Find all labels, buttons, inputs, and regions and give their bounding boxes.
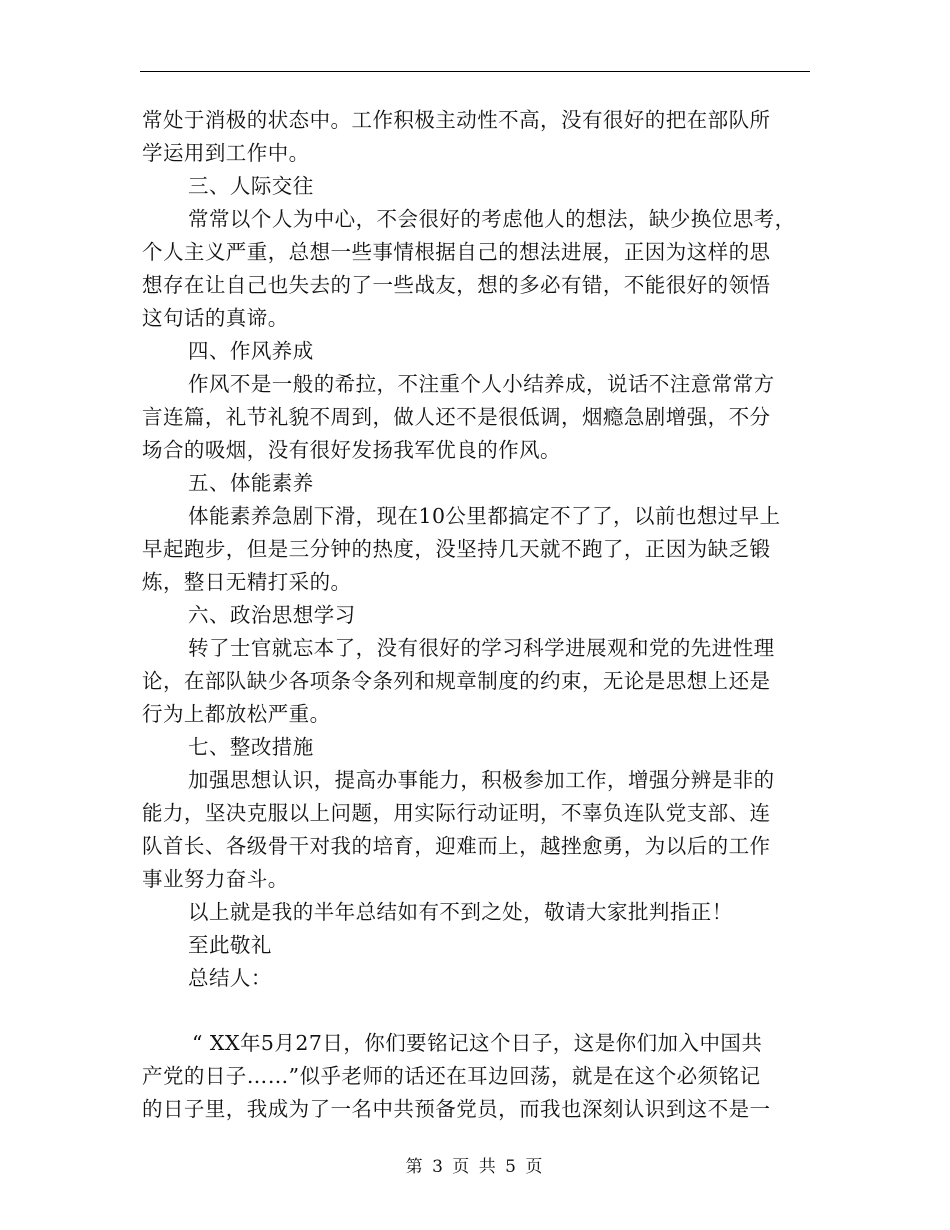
text-line: 论，在部队缺少各项条令条列和规章制度的约束，无论是思想上还是	[142, 669, 771, 693]
paragraph-gap	[142, 995, 804, 1027]
closing-line: 以上就是我的半年总结如有不到之处，敬请大家批判指正！	[188, 900, 733, 924]
header-rule	[140, 71, 810, 72]
signature-label: 总结人：	[188, 966, 272, 990]
text-line: 队首长、各级骨干对我的培育，迎难而上，越挫愈勇，为以后的工作	[142, 834, 771, 858]
text-line: 炼，整日无精打采的。	[142, 570, 352, 594]
section-heading: 三、人际交往	[188, 174, 314, 198]
text-line: “ XX年5月27日，你们要铭记这个日子，这是你们加入中国共	[192, 1031, 763, 1055]
text-line: 事业努力奋斗。	[142, 867, 289, 891]
section-heading: 五、体能素养	[188, 471, 314, 495]
text-line: 能力，坚决克服以上问题，用实际行动证明，不辜负连队党支部、连	[142, 801, 771, 825]
text-line: 作风不是一般的希拉，不注重个人小结养成，说话不注意常常方	[188, 372, 775, 396]
text-line: 个人主义严重，总想一些事情根据自己的想法进展，正因为这样的思	[142, 240, 771, 264]
text-line: 言连篇，礼节礼貌不周到，做人还不是很低调，烟瘾急剧增强，不分	[142, 405, 771, 429]
text-line: 学运用到工作中。	[142, 141, 310, 165]
section-heading: 七、整改措施	[188, 735, 314, 759]
text-line: 这句话的真谛。	[142, 306, 289, 330]
text-line: 早起跑步，但是三分钟的热度，没坚持几天就不跑了，正因为缺乏锻	[142, 537, 771, 561]
text-line: 转了士官就忘本了，没有很好的学习科学进展观和党的先进性理	[188, 636, 775, 660]
text-line: 体能素养急剧下滑，现在10公里都搞定不了了，以前也想过早上	[188, 504, 781, 528]
page-number: 第 3 页 共 5 页	[405, 1157, 545, 1177]
text-line: 场合的吸烟，没有很好发扬我军优良的作风。	[142, 438, 561, 462]
text-line: 加强思想认识，提高办事能力，积极参加工作，增强分辨是非的	[188, 768, 775, 792]
section-heading: 四、作风养成	[188, 339, 314, 363]
text-line: 想存在让自己也失去的了一些战友，想的多必有错，不能很好的领悟	[142, 273, 771, 297]
salutation: 至此敬礼	[188, 933, 272, 957]
document-body	[142, 104, 804, 1126]
text-line: 常常以个人为中心，不会很好的考虑他人的想法，缺少换位思考，	[188, 207, 796, 231]
text-line: 行为上都放松严重。	[142, 702, 331, 726]
section-heading: 六、政治思想学习	[188, 603, 356, 627]
text-line: 常处于消极的状态中。工作积极主动性不高，没有很好的把在部队所	[142, 108, 771, 132]
text-line: 产党的日子……”似乎老师的话还在耳边回荡，就是在这个必须铭记	[142, 1064, 761, 1088]
text-line: 的日子里，我成为了一名中共预备党员，而我也深刻认识到这不是一	[142, 1097, 771, 1121]
